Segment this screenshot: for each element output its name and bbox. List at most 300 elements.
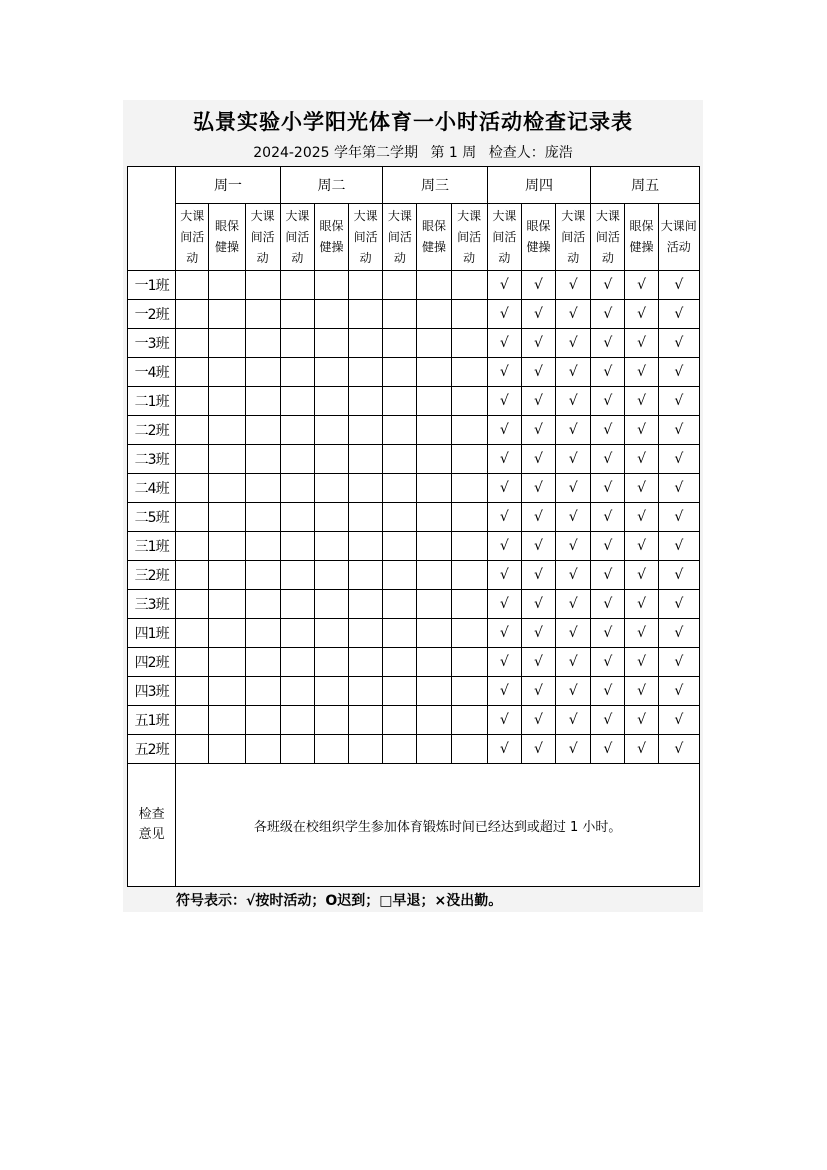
empty-cell: [417, 706, 451, 735]
check-mark-cell: √: [556, 387, 591, 416]
empty-cell: [209, 416, 245, 445]
empty-cell: [383, 619, 417, 648]
check-mark-cell: √: [591, 416, 625, 445]
empty-cell: [280, 532, 314, 561]
empty-cell: [280, 474, 314, 503]
check-mark-cell: √: [521, 561, 555, 590]
empty-cell: [451, 387, 487, 416]
activity-header: 大课间活动: [280, 204, 314, 271]
class-name: 三3班: [128, 590, 176, 619]
activity-header: 大课间活动: [591, 204, 625, 271]
empty-cell: [417, 503, 451, 532]
day-header: 周一: [176, 167, 281, 204]
check-mark-cell: √: [556, 532, 591, 561]
empty-cell: [349, 503, 383, 532]
empty-cell: [314, 677, 348, 706]
check-mark-cell: √: [521, 735, 555, 764]
empty-cell: [417, 648, 451, 677]
check-mark-cell: √: [658, 648, 699, 677]
check-mark-cell: √: [487, 677, 521, 706]
empty-cell: [383, 387, 417, 416]
empty-cell: [176, 619, 209, 648]
empty-cell: [245, 358, 280, 387]
empty-cell: [451, 648, 487, 677]
check-mark-cell: √: [625, 503, 658, 532]
empty-cell: [451, 271, 487, 300]
empty-cell: [280, 590, 314, 619]
empty-cell: [383, 590, 417, 619]
table-row: [128, 416, 700, 445]
check-mark-cell: √: [658, 329, 699, 358]
table-row: [128, 561, 700, 590]
class-name: 五1班: [128, 706, 176, 735]
empty-cell: [451, 590, 487, 619]
empty-cell: [209, 561, 245, 590]
check-mark-cell: √: [521, 590, 555, 619]
check-mark-cell: √: [487, 706, 521, 735]
empty-cell: [280, 387, 314, 416]
empty-cell: [280, 735, 314, 764]
remarks-label: [128, 764, 176, 887]
empty-cell: [176, 735, 209, 764]
table-row: [128, 329, 700, 358]
check-mark-cell: √: [658, 445, 699, 474]
empty-cell: [314, 416, 348, 445]
check-mark-cell: √: [556, 300, 591, 329]
class-name: 一1班: [128, 271, 176, 300]
check-mark-cell: √: [591, 590, 625, 619]
empty-cell: [314, 358, 348, 387]
empty-cell: [383, 677, 417, 706]
check-mark-cell: √: [556, 619, 591, 648]
empty-cell: [451, 445, 487, 474]
empty-cell: [383, 300, 417, 329]
check-mark-cell: √: [487, 735, 521, 764]
empty-cell: [383, 561, 417, 590]
empty-cell: [383, 706, 417, 735]
class-name: 一4班: [128, 358, 176, 387]
day-header: 周二: [280, 167, 383, 204]
empty-cell: [245, 532, 280, 561]
check-mark-cell: √: [487, 561, 521, 590]
form-subtitle: [123, 142, 703, 164]
check-mark-cell: √: [625, 561, 658, 590]
empty-cell: [209, 648, 245, 677]
check-mark-cell: √: [556, 561, 591, 590]
check-mark-cell: √: [658, 677, 699, 706]
table-row: [128, 590, 700, 619]
empty-cell: [349, 474, 383, 503]
empty-cell: [176, 445, 209, 474]
activity-header: 大课间活动: [245, 204, 280, 271]
empty-cell: [176, 329, 209, 358]
empty-cell: [176, 590, 209, 619]
check-mark-cell: √: [521, 329, 555, 358]
empty-cell: [280, 561, 314, 590]
check-mark-cell: √: [487, 416, 521, 445]
empty-cell: [451, 532, 487, 561]
empty-cell: [451, 300, 487, 329]
check-mark-cell: √: [591, 532, 625, 561]
table-row: [128, 387, 700, 416]
empty-cell: [280, 706, 314, 735]
empty-cell: [245, 619, 280, 648]
class-name: 三2班: [128, 561, 176, 590]
empty-cell: [314, 300, 348, 329]
empty-cell: [383, 445, 417, 474]
empty-cell: [176, 358, 209, 387]
check-mark-cell: √: [521, 387, 555, 416]
class-name: 四3班: [128, 677, 176, 706]
empty-cell: [383, 532, 417, 561]
activity-header-row: [128, 204, 700, 271]
activity-header: 眼保健操: [209, 204, 245, 271]
check-mark-cell: √: [556, 445, 591, 474]
empty-cell: [176, 300, 209, 329]
empty-cell: [417, 474, 451, 503]
check-mark-cell: √: [658, 532, 699, 561]
table-row: [128, 532, 700, 561]
empty-cell: [314, 735, 348, 764]
check-mark-cell: √: [556, 271, 591, 300]
empty-cell: [176, 532, 209, 561]
empty-cell: [383, 358, 417, 387]
table-row: [128, 358, 700, 387]
empty-cell: [383, 503, 417, 532]
table-row: [128, 619, 700, 648]
empty-cell: [176, 648, 209, 677]
empty-cell: [280, 300, 314, 329]
check-mark-cell: √: [591, 706, 625, 735]
empty-cell: [349, 735, 383, 764]
check-mark-cell: √: [625, 445, 658, 474]
check-mark-cell: √: [625, 329, 658, 358]
empty-cell: [349, 300, 383, 329]
check-mark-cell: √: [521, 416, 555, 445]
check-mark-cell: √: [591, 271, 625, 300]
check-mark-cell: √: [591, 503, 625, 532]
day-header: 周三: [383, 167, 488, 204]
check-mark-cell: √: [521, 503, 555, 532]
empty-cell: [349, 329, 383, 358]
check-mark-cell: √: [591, 735, 625, 764]
inspection-table: [127, 166, 700, 887]
empty-cell: [349, 706, 383, 735]
empty-cell: [209, 735, 245, 764]
empty-cell: [417, 532, 451, 561]
empty-cell: [383, 271, 417, 300]
empty-cell: [314, 503, 348, 532]
check-mark-cell: √: [521, 300, 555, 329]
class-name: 三1班: [128, 532, 176, 561]
check-mark-cell: √: [625, 416, 658, 445]
check-mark-cell: √: [658, 590, 699, 619]
empty-cell: [383, 474, 417, 503]
empty-cell: [280, 619, 314, 648]
table-row: [128, 735, 700, 764]
table-row: [128, 271, 700, 300]
check-mark-cell: √: [487, 648, 521, 677]
empty-cell: [245, 271, 280, 300]
check-mark-cell: √: [556, 503, 591, 532]
check-mark-cell: √: [521, 474, 555, 503]
empty-cell: [451, 358, 487, 387]
check-mark-cell: √: [591, 474, 625, 503]
activity-header: 大课间活动: [451, 204, 487, 271]
check-mark-cell: √: [658, 503, 699, 532]
check-mark-cell: √: [521, 677, 555, 706]
empty-cell: [417, 300, 451, 329]
empty-cell: [245, 387, 280, 416]
empty-cell: [176, 474, 209, 503]
empty-cell: [176, 416, 209, 445]
class-name: 二1班: [128, 387, 176, 416]
empty-cell: [451, 706, 487, 735]
check-mark-cell: √: [521, 648, 555, 677]
empty-cell: [417, 677, 451, 706]
empty-cell: [349, 445, 383, 474]
check-mark-cell: √: [487, 329, 521, 358]
empty-cell: [245, 300, 280, 329]
check-mark-cell: √: [591, 619, 625, 648]
remarks-row: [128, 764, 700, 887]
check-mark-cell: √: [625, 706, 658, 735]
empty-cell: [451, 561, 487, 590]
check-mark-cell: √: [556, 474, 591, 503]
check-mark-cell: √: [625, 300, 658, 329]
empty-cell: [349, 590, 383, 619]
check-mark-cell: √: [591, 561, 625, 590]
check-mark-cell: √: [658, 271, 699, 300]
empty-cell: [209, 300, 245, 329]
check-mark-cell: √: [625, 474, 658, 503]
week-number: 第 1 周: [430, 145, 477, 161]
class-name: 二3班: [128, 445, 176, 474]
empty-cell: [209, 619, 245, 648]
empty-cell: [314, 474, 348, 503]
check-mark-cell: √: [556, 735, 591, 764]
day-header: 周四: [487, 167, 591, 204]
check-mark-cell: √: [556, 706, 591, 735]
check-mark-cell: √: [487, 445, 521, 474]
empty-cell: [280, 416, 314, 445]
empty-cell: [349, 271, 383, 300]
empty-cell: [209, 387, 245, 416]
class-name: 二5班: [128, 503, 176, 532]
empty-cell: [314, 561, 348, 590]
corner-cell: [128, 167, 176, 271]
empty-cell: [349, 387, 383, 416]
empty-cell: [209, 532, 245, 561]
check-mark-cell: √: [521, 271, 555, 300]
activity-header: 大课间活动: [658, 204, 699, 271]
empty-cell: [451, 677, 487, 706]
empty-cell: [280, 648, 314, 677]
check-mark-cell: √: [625, 735, 658, 764]
class-name: 五2班: [128, 735, 176, 764]
check-mark-cell: √: [521, 358, 555, 387]
activity-header: 眼保健操: [521, 204, 555, 271]
empty-cell: [176, 561, 209, 590]
remarks-text: 各班级在校组织学生参加体育锻炼时间已经达到或超过 1 小时。: [176, 764, 700, 887]
empty-cell: [314, 648, 348, 677]
empty-cell: [417, 387, 451, 416]
check-mark-cell: √: [556, 416, 591, 445]
check-mark-cell: √: [521, 532, 555, 561]
check-mark-cell: √: [487, 474, 521, 503]
table-row: [128, 677, 700, 706]
activity-header: 眼保健操: [417, 204, 451, 271]
check-mark-cell: √: [625, 619, 658, 648]
empty-cell: [280, 271, 314, 300]
check-mark-cell: √: [625, 271, 658, 300]
check-mark-cell: √: [625, 648, 658, 677]
class-name: 四2班: [128, 648, 176, 677]
check-mark-cell: √: [556, 677, 591, 706]
empty-cell: [349, 532, 383, 561]
check-mark-cell: √: [591, 300, 625, 329]
empty-cell: [209, 706, 245, 735]
empty-cell: [280, 503, 314, 532]
empty-cell: [417, 619, 451, 648]
empty-cell: [209, 358, 245, 387]
check-mark-cell: √: [591, 677, 625, 706]
empty-cell: [280, 677, 314, 706]
check-mark-cell: √: [658, 561, 699, 590]
check-mark-cell: √: [556, 329, 591, 358]
table-row: [128, 300, 700, 329]
empty-cell: [417, 590, 451, 619]
empty-cell: [245, 735, 280, 764]
inspector: 检查人：庞浩: [488, 145, 573, 161]
check-mark-cell: √: [625, 532, 658, 561]
check-mark-cell: √: [521, 445, 555, 474]
class-name: 一3班: [128, 329, 176, 358]
empty-cell: [417, 358, 451, 387]
empty-cell: [314, 590, 348, 619]
check-mark-cell: √: [556, 648, 591, 677]
table-row: [128, 706, 700, 735]
remarks-label-text: 检查意见: [138, 807, 165, 842]
empty-cell: [245, 329, 280, 358]
check-mark-cell: √: [487, 619, 521, 648]
empty-cell: [451, 474, 487, 503]
empty-cell: [209, 445, 245, 474]
empty-cell: [280, 445, 314, 474]
empty-cell: [349, 358, 383, 387]
empty-cell: [176, 677, 209, 706]
table-row: [128, 648, 700, 677]
check-mark-cell: √: [487, 300, 521, 329]
class-name: 一2班: [128, 300, 176, 329]
empty-cell: [314, 706, 348, 735]
table-row: [128, 503, 700, 532]
class-name: 二4班: [128, 474, 176, 503]
empty-cell: [209, 271, 245, 300]
empty-cell: [314, 532, 348, 561]
empty-cell: [417, 445, 451, 474]
activity-header: 眼保健操: [625, 204, 658, 271]
empty-cell: [349, 416, 383, 445]
empty-cell: [349, 619, 383, 648]
activity-header: 大课间活动: [383, 204, 417, 271]
empty-cell: [349, 648, 383, 677]
check-mark-cell: √: [556, 358, 591, 387]
class-name: 二2班: [128, 416, 176, 445]
empty-cell: [417, 329, 451, 358]
activity-header: 大课间活动: [487, 204, 521, 271]
empty-cell: [417, 416, 451, 445]
empty-cell: [280, 329, 314, 358]
empty-cell: [451, 503, 487, 532]
activity-header: 大课间活动: [176, 204, 209, 271]
empty-cell: [451, 416, 487, 445]
empty-cell: [349, 561, 383, 590]
check-mark-cell: √: [487, 503, 521, 532]
check-mark-cell: √: [521, 706, 555, 735]
empty-cell: [245, 677, 280, 706]
empty-cell: [209, 503, 245, 532]
empty-cell: [417, 561, 451, 590]
check-mark-cell: √: [658, 474, 699, 503]
form-title: 弘景实验小学阳光体育一小时活动检查记录表: [193, 110, 633, 134]
check-mark-cell: √: [591, 648, 625, 677]
check-mark-cell: √: [487, 271, 521, 300]
empty-cell: [209, 329, 245, 358]
day-header-row: [128, 167, 700, 204]
table-row: [128, 445, 700, 474]
check-mark-cell: √: [591, 358, 625, 387]
table-row: [128, 474, 700, 503]
school-year: 2024-2025 学年第二学期: [253, 145, 419, 161]
empty-cell: [245, 590, 280, 619]
empty-cell: [245, 503, 280, 532]
empty-cell: [209, 474, 245, 503]
empty-cell: [314, 329, 348, 358]
check-mark-cell: √: [658, 706, 699, 735]
check-mark-cell: √: [556, 590, 591, 619]
check-mark-cell: √: [591, 445, 625, 474]
check-mark-cell: √: [658, 300, 699, 329]
empty-cell: [209, 677, 245, 706]
check-mark-cell: √: [487, 532, 521, 561]
empty-cell: [245, 706, 280, 735]
check-mark-cell: √: [487, 358, 521, 387]
check-mark-cell: √: [591, 329, 625, 358]
check-mark-cell: √: [658, 387, 699, 416]
check-mark-cell: √: [658, 619, 699, 648]
empty-cell: [314, 619, 348, 648]
check-mark-cell: √: [591, 387, 625, 416]
check-mark-cell: √: [487, 387, 521, 416]
empty-cell: [245, 416, 280, 445]
check-mark-cell: √: [521, 619, 555, 648]
empty-cell: [349, 677, 383, 706]
activity-header: 眼保健操: [314, 204, 348, 271]
check-mark-cell: √: [625, 677, 658, 706]
empty-cell: [451, 619, 487, 648]
check-mark-cell: √: [625, 358, 658, 387]
empty-cell: [176, 387, 209, 416]
empty-cell: [383, 416, 417, 445]
empty-cell: [209, 590, 245, 619]
check-mark-cell: √: [658, 735, 699, 764]
check-mark-cell: √: [658, 416, 699, 445]
check-mark-cell: √: [625, 387, 658, 416]
check-mark-cell: √: [625, 590, 658, 619]
empty-cell: [417, 735, 451, 764]
empty-cell: [383, 735, 417, 764]
